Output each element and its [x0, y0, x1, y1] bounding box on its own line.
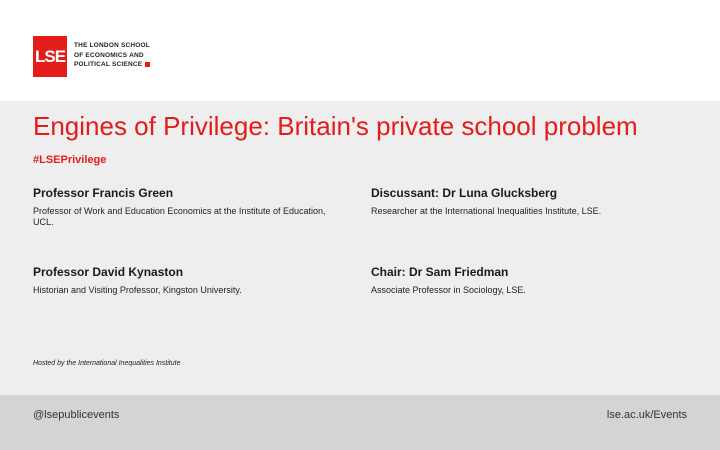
lse-logo: LSE	[33, 36, 67, 77]
speaker-name: Professor Francis Green	[33, 186, 174, 200]
logo-line-1: THE LONDON SCHOOL	[74, 42, 150, 49]
logo-wordmark	[74, 41, 150, 70]
speaker-role: Researcher at the International Inequalities Institute, LSE.	[371, 206, 602, 216]
logo-line-2: OF ECONOMICS AND	[74, 51, 144, 59]
content-panel	[0, 101, 720, 395]
speaker-name: Discussant: Dr Luna Glucksberg	[371, 186, 558, 200]
chair-sam-friedman	[371, 265, 671, 296]
logo-square-icon	[145, 62, 150, 67]
speaker-role: Associate Professor in Sociology, LSE.	[371, 285, 526, 295]
events-website: lse.ac.uk/Events	[606, 409, 687, 421]
header	[0, 0, 720, 101]
event-hashtag: #LSEPrivilege	[33, 154, 107, 166]
event-title: Engines of Privilege: Britain's private school problem	[33, 111, 638, 141]
footer	[0, 395, 720, 450]
speaker-david-kynaston	[33, 265, 333, 296]
logo-line-3: POLITICAL SCIENCE	[74, 61, 143, 68]
discussant-luna-glucksberg	[371, 186, 671, 217]
speaker-francis-green	[33, 186, 338, 228]
speaker-role: Historian and Visiting Professor, Kingston University.	[33, 285, 242, 295]
social-handle: @lsepublicevents	[33, 409, 120, 421]
speaker-name: Chair: Dr Sam Friedman	[371, 265, 509, 279]
hosted-by: Hosted by the International Inequalities Institute	[33, 360, 181, 367]
speaker-name: Professor David Kynaston	[33, 265, 184, 279]
speaker-role: Professor of Work and Education Economics at the Institute of Education, UCL.	[33, 206, 326, 227]
